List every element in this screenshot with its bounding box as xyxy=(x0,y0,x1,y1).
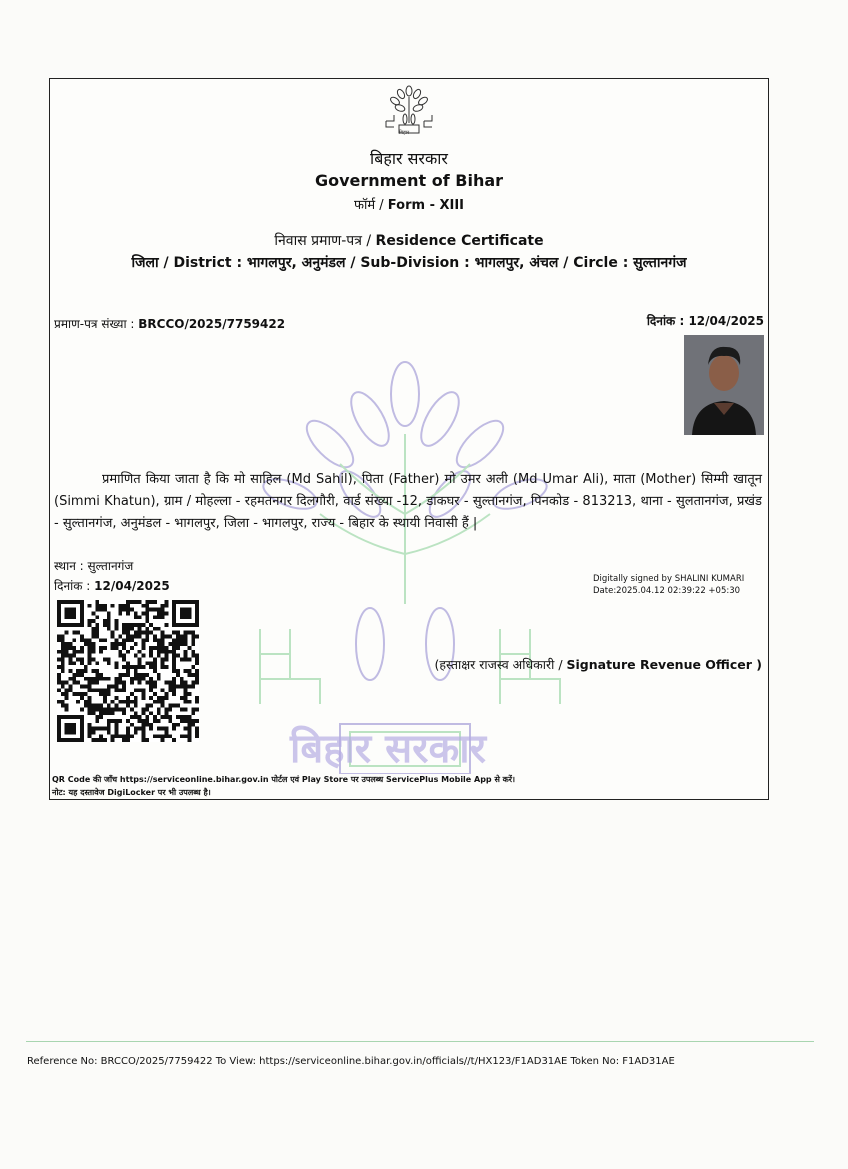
govt-hindi-title: बिहार सरकार xyxy=(370,149,448,168)
issue-date-label: दिनांक : xyxy=(646,314,689,328)
signature-english: Signature Revenue Officer ) xyxy=(566,657,762,672)
emblem-label: बिहार xyxy=(399,130,410,136)
signature-hindi: (हस्ताक्षर राजस्व अधिकारी / xyxy=(434,657,567,672)
certificate-title xyxy=(50,231,768,250)
certificate-number xyxy=(54,315,285,332)
qr-verification-note: QR Code की जाँच https://serviceonline.bihar.gov.in पोर्टल एवं Play Store पर उपलब्ध ServicePlus Mobile App से करें। xyxy=(52,775,516,784)
digital-signature xyxy=(593,573,744,597)
form-label xyxy=(50,195,768,213)
place: स्थान : सुल्तानगंज xyxy=(54,559,134,573)
issue-date-value: 12/04/2025 xyxy=(688,314,764,328)
digital-signature-signer: Digitally signed by SHALINI KUMARI xyxy=(593,574,745,584)
applicant-photo xyxy=(684,335,764,435)
district-line: जिला / District : भागलपुर, अनुमंडल / Sub-Division : भागलपुर, अंचल / Circle : सुल्तानगंज xyxy=(131,255,687,271)
qr-code[interactable] xyxy=(56,600,200,742)
watermark-text: बिहार सरकार xyxy=(290,726,486,772)
certificate-number-label: प्रमाण-पत्र संख्या : xyxy=(54,317,139,331)
certificate-frame xyxy=(49,78,769,800)
issue-date xyxy=(647,312,764,329)
digilocker-note: नोट: यह दस्तावेज DigiLocker पर भी उपलब्ध है। xyxy=(52,788,211,797)
footer-divider xyxy=(26,1041,814,1042)
form-hindi: फॉर्म / xyxy=(353,198,384,213)
certificate-number-value: BRCCO/2025/7759422 xyxy=(138,317,286,331)
bihar-watermark-emblem xyxy=(250,344,570,774)
digital-signature-date: Date:2025.04.12 02:39:22 +05:30 xyxy=(593,586,741,596)
place-date-label: दिनांक : xyxy=(54,579,95,593)
title-english: Residence Certificate xyxy=(375,233,544,249)
signature-line xyxy=(434,656,762,673)
person-photo-icon xyxy=(684,335,764,435)
place-date-value: 12/04/2025 xyxy=(94,579,170,593)
form-english: Form - XIII xyxy=(387,198,465,213)
title-hindi: निवास प्रमाण-पत्र / xyxy=(274,233,376,249)
govt-english-title: Government of Bihar xyxy=(314,171,504,190)
place-date xyxy=(54,577,170,594)
certificate-body: प्रमाणित किया जाता है कि मो साहिल (Md Sahil), पिता (Father) मो उमर अली (Md Umar Ali), माता (Mother) सिम्मी खातून (Simmi Khatun), ग्राम / मोहल्ला - रहमतनगर दिलगौरी, वार्ड संख्या -12, डाकघर - सुल्तानगंज, पिनकोड - 813213, थाना - सुलतानगंज, प्रखंड - सुल्तानगंज, अनुमंडल - भागलपुर, जिला - भागलपुर, राज्य - बिहार के स्थायी निवासी हैं | xyxy=(54,472,762,531)
reference-footer: Reference No: BRCCO/2025/7759422 To View: https://serviceonline.bihar.gov.in/officials//t/HX123/F1AD31AE Token No: F1AD31AE xyxy=(27,1056,675,1067)
